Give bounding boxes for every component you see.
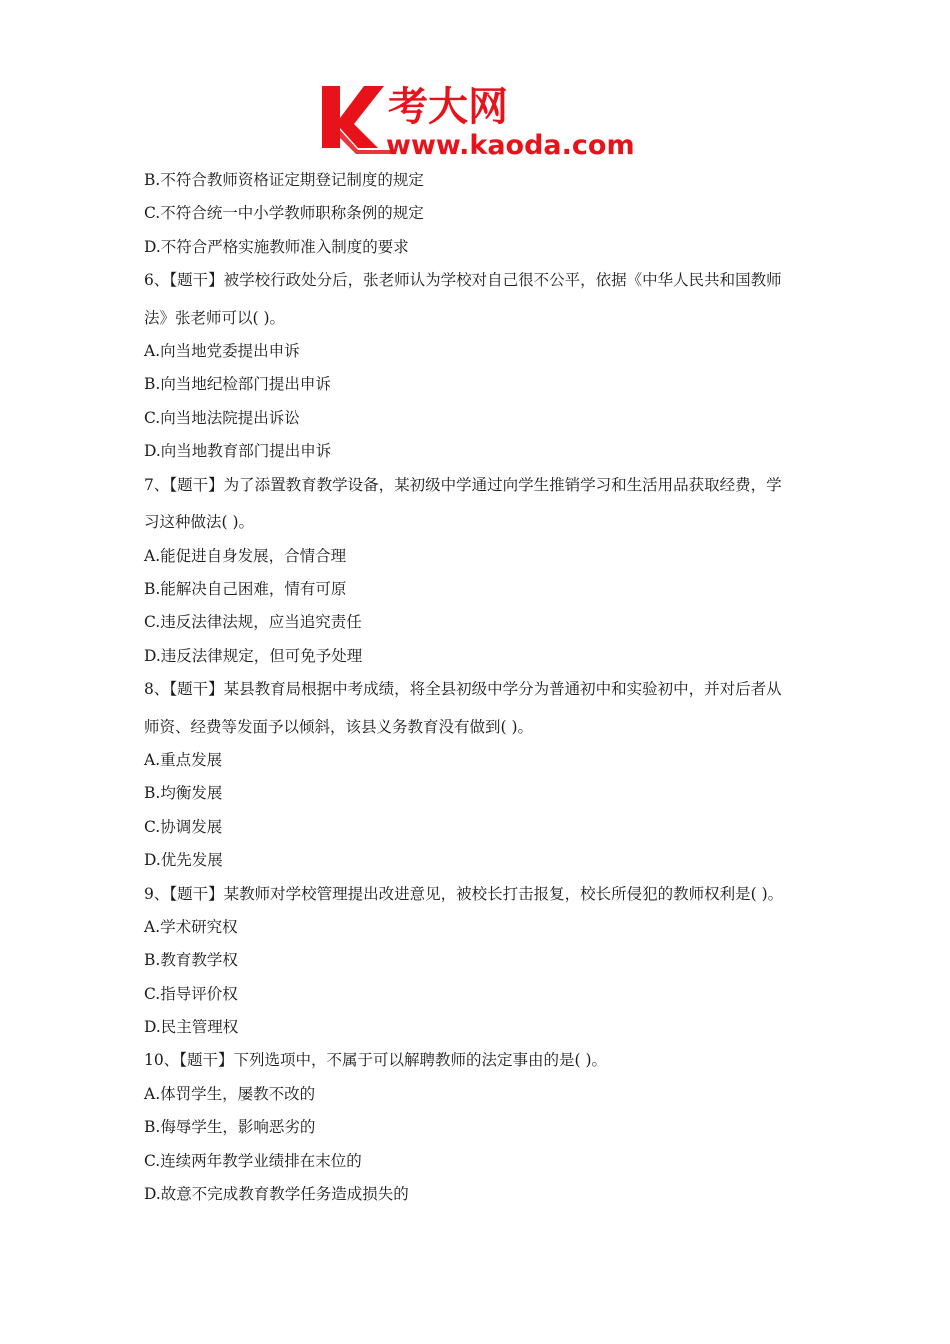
question-stem-continued: 师资、经费等发面予以倾斜，该县义务教育没有做到( )。 [144,717,534,736]
option-line: A.向当地党委提出申诉 [144,342,300,361]
logo-url-text: www.kaoda.com [386,130,635,160]
option-line: C.不符合统一中小学教师职称条例的规定 [144,204,424,223]
option-line: C.连续两年教学业绩排在末位的 [144,1151,362,1170]
option-line: D.民主管理权 [144,1018,239,1037]
option-line: B.向当地纪检部门提出申诉 [144,375,331,394]
question-stem: 7、【题干】为了添置教育教学设备，某初级中学通过向学生推销学习和生活用品获取经费，学 [144,475,782,494]
logo-brand-text: 考大网 [388,84,508,130]
kaoda-logo-mark [318,78,638,160]
option-line: D.优先发展 [144,851,223,870]
option-line: A.体罚学生，屡教不改的 [144,1084,316,1103]
option-line: D.不符合严格实施教师准入制度的要求 [144,237,409,256]
option-line: B.均衡发展 [144,784,223,803]
option-line: C.指导评价权 [144,984,238,1003]
option-line: C.向当地法院提出诉讼 [144,408,300,427]
question-stem: 10、【题干】下列选项中，不属于可以解聘教师的法定事由的是( )。 [144,1051,607,1070]
option-line: D.故意不完成教育教学任务造成损失的 [144,1185,409,1204]
question-stem: 9、【题干】某教师对学校管理提出改进意见，被校长打击报复，校长所侵犯的教师权利是( )。 [144,884,784,903]
question-stem-continued: 习这种做法( )。 [144,513,255,532]
question-stem-continued: 法》张老师可以( )。 [144,308,286,327]
question-stem: 8、【题干】某县教育局根据中考成绩，将全县初级中学分为普通初中和实验初中，并对后者从 [144,680,782,699]
option-line: B.侮辱学生，影响恶劣的 [144,1118,316,1137]
option-line: B.能解决自己困难，情有可原 [144,579,347,598]
option-line: D.违反法律规定，但可免予处理 [144,646,363,665]
option-line: D.向当地教育部门提出申诉 [144,442,332,461]
question-content [144,170,824,1217]
option-line: C.协调发展 [144,817,223,836]
option-line: B.不符合教师资格证定期登记制度的规定 [144,171,424,189]
option-line: C.违反法律法规，应当追究责任 [144,613,362,632]
kaoda-logo [318,78,638,160]
option-line: B.教育教学权 [144,951,238,970]
option-line: A.能促进自身发展，合情合理 [144,546,347,565]
question-stem: 6、【题干】被学校行政处分后，张老师认为学校对自己很不公平，依据《中华人民共和国教师 [144,271,782,290]
option-line: A.重点发展 [144,750,223,769]
option-line: A.学术研究权 [144,917,238,936]
